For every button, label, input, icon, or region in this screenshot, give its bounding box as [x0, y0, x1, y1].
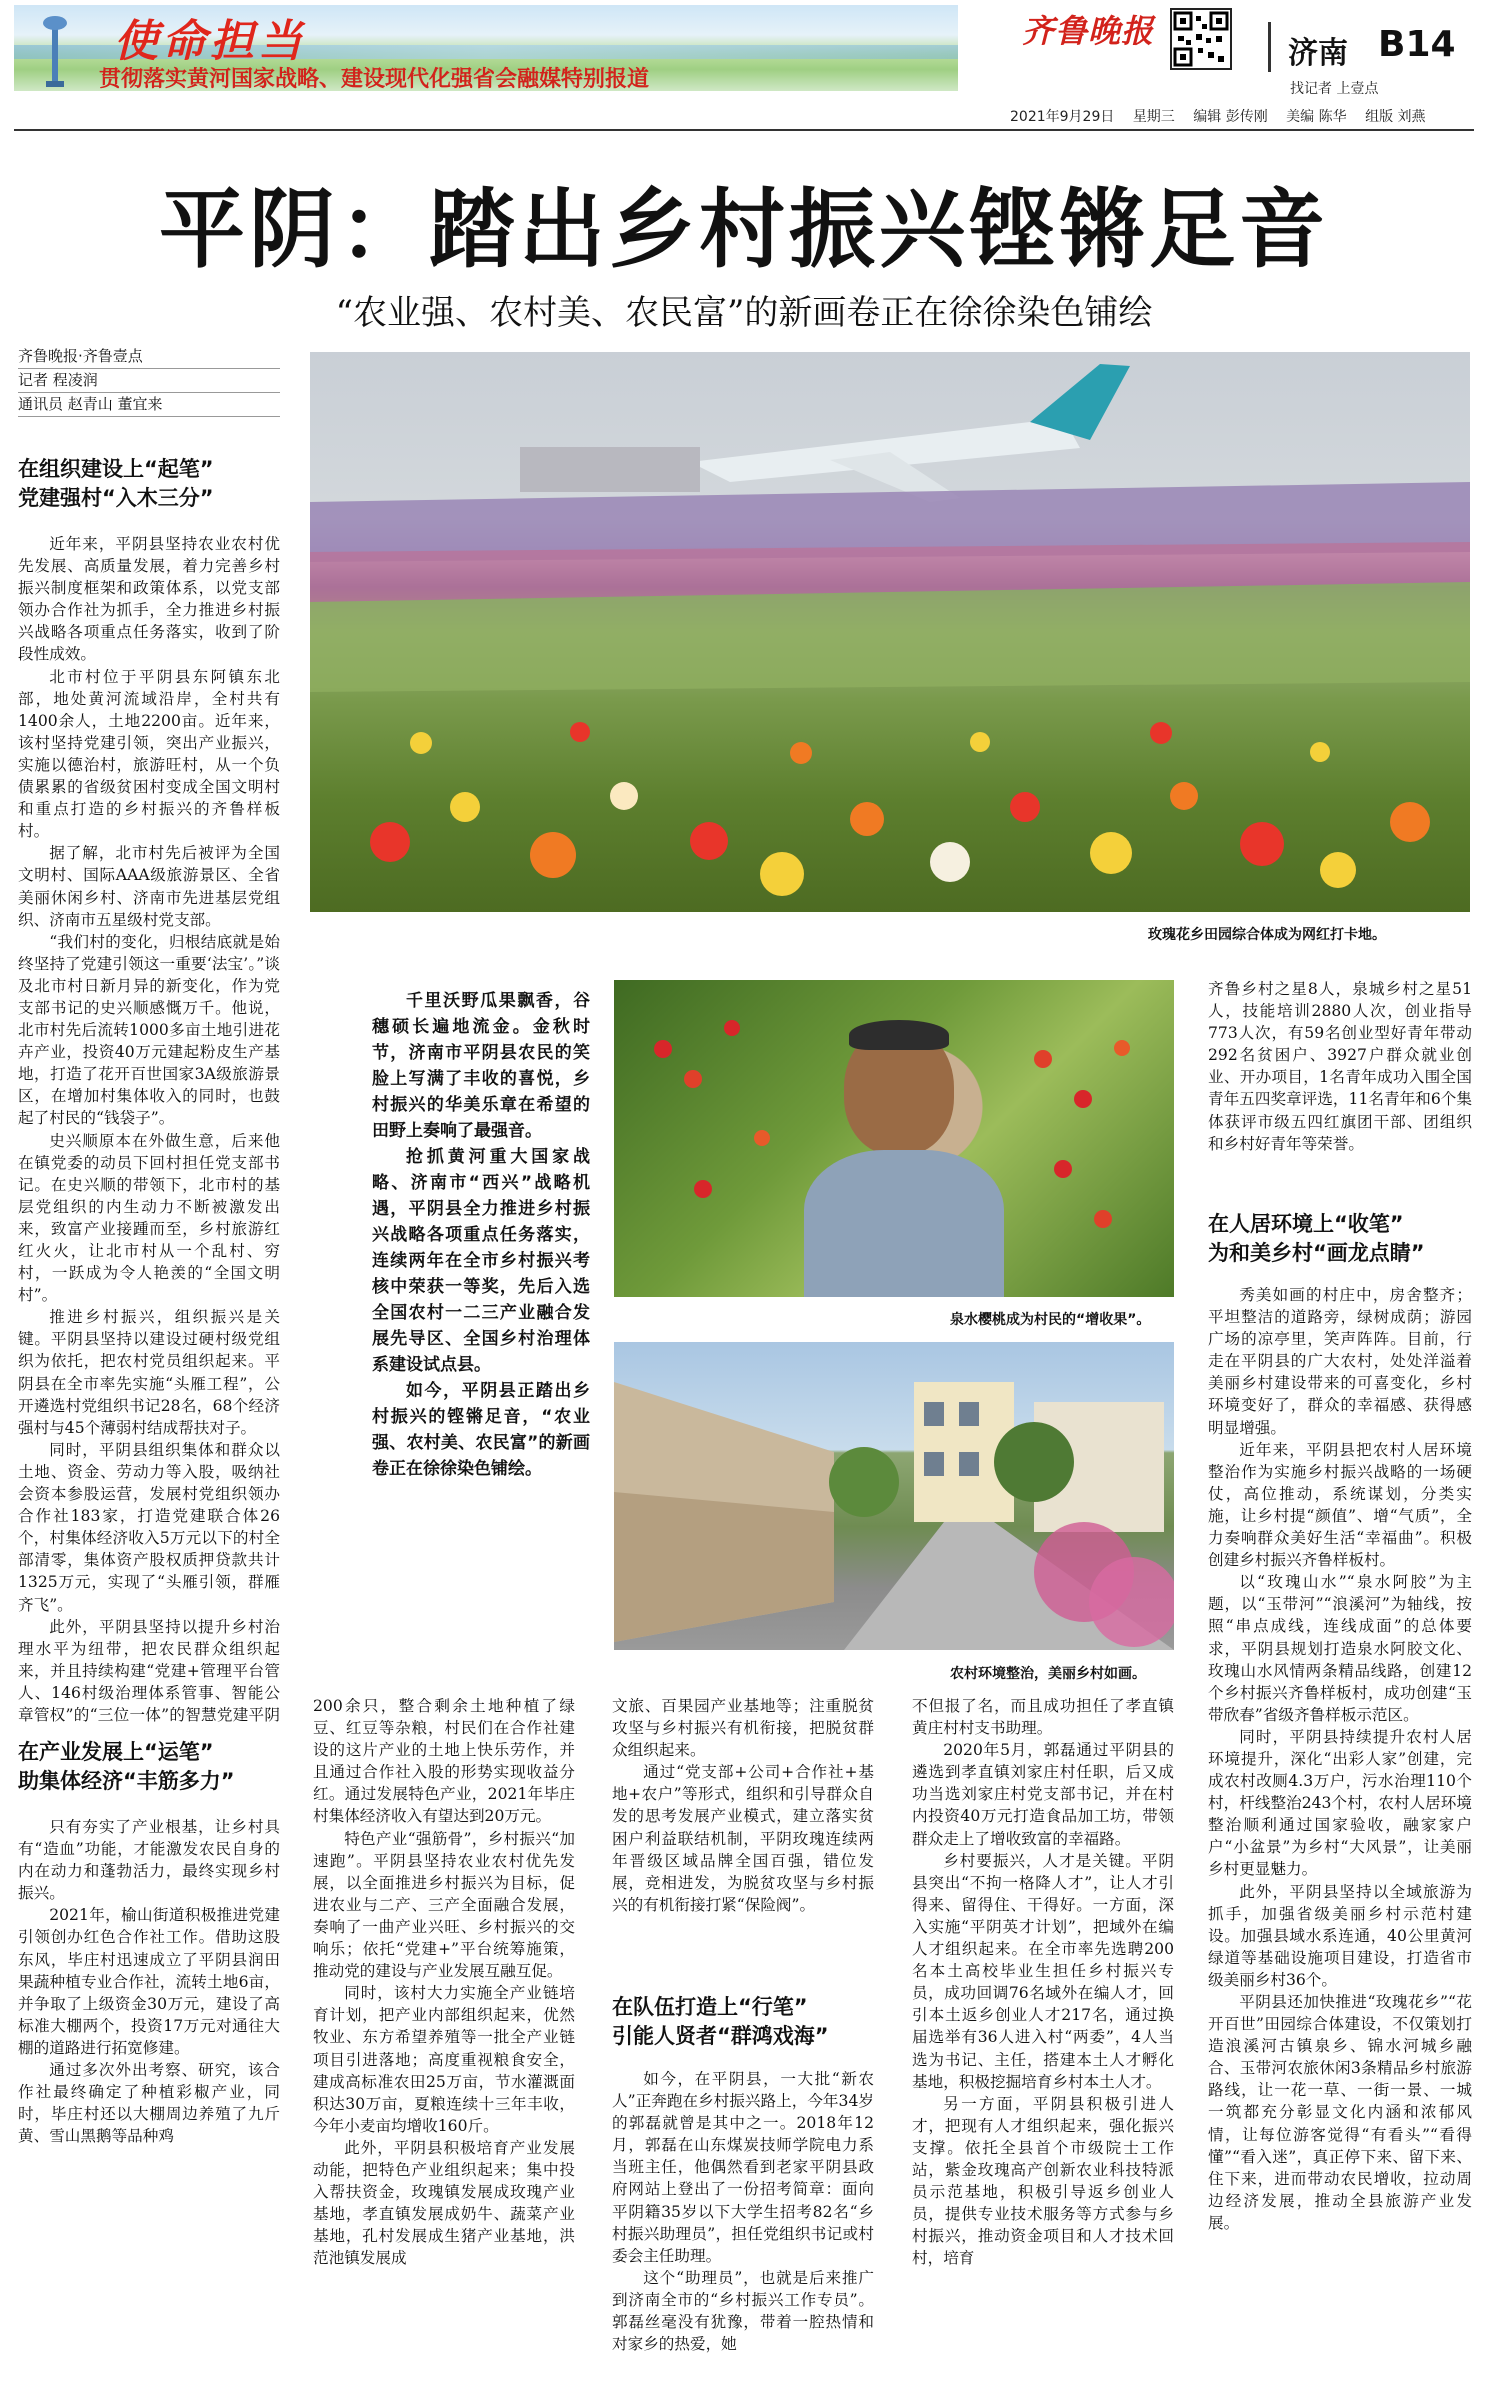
paragraph: 通过“党支部+公司+合作社+基地+农户”等形式，组织和引导群众自发的思考发展产业模式，建立落实贫困户利益联结机制，平阴玫瑰连续两年晋级区域品牌全国百强，错位发展，竞相进发，为脱贫攻坚与乡村振兴的有机衔接打紧“保险阀”。	[612, 1763, 874, 1914]
main-photo-caption: 玫瑰花乡田园综合体成为网红打卡地。	[1148, 927, 1386, 943]
paragraph: 另一方面，平阴县积极引进人才，把现有人才组织起来，强化振兴支撑。依托全县首个市级院士工作站，紫金玫瑰高产创新农业科技特派员示范基地，积极引导返乡创业人员，提供专业技术服务等方式参与乡村振兴，推动资金项目和人才技术回村，培育	[912, 2094, 1174, 2268]
paragraph: 不但报了名，而且成功担任了孝直镇黄庄村村支书助理。	[912, 1697, 1174, 1738]
section-name: 济南	[1288, 36, 1348, 71]
lead-paragraph: 千里沃野瓜果飘香，谷穗硕长遍地流金。金秋时节，济南市平阴县农民的笑脸上写满了丰收的喜悦，乡村振兴的华美乐章在希望的田野上奏响了最强音。	[372, 991, 590, 1141]
paragraph: 2021年，榆山街道积极推进党建引领创办红色合作社工作。借助这股东风，毕庄村迅速成立了平阴县润田果蔬种植专业合作社，流转土地6亩，并争取了上级资金30万元，建设了高标准大棚两个，投资17万元对通往大棚的道路进行拓宽修建。	[18, 1906, 280, 2057]
paragraph: 此外，平阴县坚持以提升乡村治理水平为纽带，把农民群众组织起来，并且持续构建“党建+管理平台管人、146村级治理体系管事、智能公章管权”的“三位一体”的智慧党建平阴	[18, 1617, 280, 1723]
page-number: B14	[1378, 24, 1456, 65]
banner-title: 使命担当	[114, 16, 306, 67]
tower-icon	[32, 11, 78, 89]
section1-title-line1: 在组织建设上“起笔”	[18, 457, 214, 481]
lead-paragraph: 抢抓黄河重大国家战略、济南市“西兴”战略机遇，平阴县全力推进乡村振兴战略各项重点任务落实，连续两年在全市乡村振兴考核中荣获一等奖，先后入选全国农村一二三产业融合发展先导区、全国乡村治理体系建设试点县。	[372, 1147, 590, 1375]
weekday: 星期三	[1132, 109, 1175, 125]
qr-code-icon	[1170, 8, 1232, 70]
header-divider	[1268, 22, 1271, 72]
paragraph: 只有夯实了产业根基，让乡村具有“造血”功能，才能激发农民自身的内在动力和蓬勃活力，最终实现乡村振兴。	[18, 1818, 280, 1903]
banner-subtitle: 贯彻落实黄河国家战略、建设现代化强省会融媒特别报道	[99, 67, 650, 91]
paragraph: 此外，平阴县积极培育产业发展动能，把特色产业组织起来；集中投入帮扶资金，玫瑰镇发展成玫瑰产业基地，孝直镇发展成奶牛、蔬菜产业基地，孔村发展成生猪产业基地，洪范池镇发展成	[313, 2138, 575, 2268]
paragraph: 2020年5月，郭磊通过平阴县的遴选到孝直镇刘家庄村任职，后又成功当选刘家庄村党支部书记，并在村内投资40万元打造食品加工坊，带领群众走上了增收致富的幸福路。	[912, 1741, 1174, 1848]
cherry-farmer-photo	[614, 980, 1174, 1297]
paragraph: 秀美如画的村庄中，房舍整齐；平坦整洁的道路旁，绿树成荫；游园广场的凉亭里，笑声阵阵。目前，行走在平阴县的广大农村，处处洋溢着美丽乡村建设带来的可喜变化，乡村环境变好了，群众的幸福感、获得感明显增强。	[1208, 1286, 1472, 1437]
section4-title-line2: 为和美乡村“画龙点睛”	[1208, 1241, 1425, 1265]
column-3b-body	[612, 2068, 874, 2388]
airplane-icon	[310, 352, 1470, 912]
paragraph: 据了解，北市村先后被评为全国文明村、国际AAA级旅游景区、全省美丽休闲乡村、济南市先进基层党组织、济南市五星级村党支部。	[18, 844, 280, 929]
paragraph: 通过多次外出考察、研究，该合作社最终确定了种植彩椒产业，同时，毕庄村还以大棚周边养殖了九斤黄、雪山黑鹅等品种鸡	[18, 2061, 280, 2146]
lead-text	[372, 988, 590, 1518]
section3-title-line2: 引能人贤者“群鸿戏海”	[612, 2024, 829, 2048]
banner	[14, 5, 958, 91]
village-street-photo	[614, 1342, 1174, 1650]
section2-title-line1: 在产业发展上“运笔”	[18, 1740, 214, 1764]
main-photo-flower-field	[310, 352, 1470, 912]
cherry-photo-caption: 泉水樱桃成为村民的“增收果”。	[950, 1312, 1151, 1328]
section1-title-line2: 党建强村“入木三分”	[18, 486, 214, 510]
paragraph: 文旅、百果园产业基地等；注重脱贫攻坚与乡村振兴有机衔接，把脱贫群众组织起来。	[612, 1697, 874, 1760]
paragraph: 北市村位于平阴县东阿镇东北部，地处黄河流域沿岸，全村共有1400余人，土地2200亩。近年来，该村坚持党建引领，突出产业振兴，实施以德治村，旅游旺村，从一个负债累累的省级贫困村变成全国文明村和重点打造的乡村振兴的齐鲁样板村。	[18, 667, 280, 841]
paragraph: 以“玫瑰山水”“泉水阿胶”为主题，以“玉带河”“浪溪河”为轴线，按照“串点成线，连线成面”的总体要求，平阴县规划打造泉水阿胶文化、玫瑰山水风情两条精品线路，创建12个乡村振兴齐鲁样板村，成功创建“玉带欣春”省级齐鲁样板示范区。	[1208, 1573, 1472, 1724]
paragraph: 乡村要振兴，人才是关键。平阴县突出“不拘一格降人才”，让人才引得来、留得住、干得好。一方面，深入实施“平阴英才计划”，把域外在编人才组织起来。在全市率先选聘200名本土高校毕业生担任乡村振兴专员，成功回调76名域外在编人才，回引本土返乡创业人才217名，通过换届选举有36人进入村“两委”，4人当选为书记、主任，搭建本土人才孵化基地，积极挖掘培育乡村本土人才。	[912, 1851, 1174, 2091]
headline: 平阴：踏出乡村振兴铿锵足音	[159, 180, 1329, 280]
paragraph: 这个“助理员”，也就是后来推广到济南全市的“乡村振兴工作专员”。郭磊丝毫没有犹豫，带着一腔热情和对家乡的热爱，她	[612, 2268, 874, 2354]
paragraph: 特色产业“强筋骨”，乡村振兴“加速跑”。平阴县坚持农业农村优先发展，以全面推进乡村振兴为目标，促进农业与二产、三产全面融合发展，奏响了一曲产业兴旺、乡村振兴的交响乐；依托“党建+”平台统筹施策，推动党的建设与产业发展互融互促。	[313, 1829, 575, 1981]
paragraph: 齐鲁乡村之星8人，泉城乡村之星51人，技能培训2880人次，创业指导773人次，有59名创业型好青年带动292名贫困户、3927户群众就业创业、开办项目，1名青年成功入围全国青年五四奖章评选，11名青年和6个集体获评市级五四红旗团干部、团组织和乡村好青年等荣誉。	[1208, 980, 1472, 1153]
village-houses-icon	[614, 1342, 1174, 1650]
paragraph: 同时，平阴县组织集体和群众以土地、资金、劳动力等入股，吸纳社会资本参股运营，发展村党组织领办合作社183家，打造党建联合体26个，村集体经济收入5万元以下的村全部清零，集体资产股权质押贷款共计1325万元，实现了“头雁引领，群雁齐飞”。	[18, 1440, 280, 1614]
column-5-body	[1208, 978, 1472, 1204]
lead-paragraph: 如今，平阴县正踏出乡村振兴的铿锵足音，“农业强、农村美、农民富”的新画卷正在徐徐染色铺绘。	[372, 1381, 590, 1479]
date: 2021年9月29日	[1010, 109, 1115, 125]
subheadline: “农业强、农村美、农民富”的新画卷正在徐徐染色铺绘	[335, 293, 1153, 333]
paragraph: 近年来，平阴县坚持农业农村优先发展、高质量发展，着力完善乡村振兴制度框架和政策体系，以党支部领办合作社为抓手，全力推进乡村振兴战略各项重点任务落实，收到了阶段性成效。	[18, 535, 280, 664]
header-rule	[14, 129, 1474, 131]
paragraph: 同时，该村大力实施全产业链培育计划，把产业内部组织起来，优然牧业、东方希望养殖等一批全产业链项目引进落地；高度重视粮食安全，建成高标准农田25万亩，节水灌溉面积达30万亩，夏粮连续十三年丰收，今年小麦亩均增收160斤。	[313, 1984, 575, 2135]
section2-title-line2: 助集体经济“丰筋多力”	[18, 1769, 235, 1793]
column-2-body	[313, 1695, 575, 2388]
contact-line: 找记者 上壹点	[1290, 81, 1379, 97]
paragraph: 同时，平阴县持续提升农村人居环境提升，深化“出彩人家”创建，完成农村改厕4.3万户，污水治理110个村，杆线整治243个村，农村人居环境整治顺利通过国家验收，融家家户户“小盆景”为乡村“大风景”，让美丽乡村更显魅力。	[1208, 1727, 1472, 1879]
paragraph: 如今，在平阴县，一大批“新农人”正奔跑在乡村振兴路上，今年34岁的郭磊就曾是其中之一。2018年12月，郭磊在山东煤炭技师学院电力系当班主任，他偶然看到老家平阴县政府网站上登出了一份招考简章：面向平阴籍35岁以下大学生招考82名“乡村振兴助理员”，担任党组织书记或村委会主任助理。	[612, 2070, 874, 2265]
section4-heading	[1208, 1210, 1472, 1268]
section3-title-line1: 在队伍打造上“行笔”	[612, 1995, 808, 2019]
paragraph: 近年来，平阴县把农村人居环境整治作为实施乡村振兴战略的一场硬仗，高位推动，系统谋划，分类实施，让乡村提“颜值”、增“气质”，全力奏响群众美好生活“幸福曲”。积极创建乡村振兴齐鲁样板村。	[1208, 1440, 1472, 1570]
column-3-body	[612, 1695, 874, 1985]
section2-heading	[18, 1738, 280, 1796]
newspaper-logo: 齐鲁晚报	[1022, 12, 1155, 50]
column-1-body	[18, 533, 280, 1723]
editor: 编辑 彭传刚	[1193, 109, 1268, 125]
proofreader: 组版 刘燕	[1365, 109, 1426, 125]
paragraph: 200余只，整合剩余土地种植了绿豆、红豆等杂粮，村民们在合作社建设的这片产业的土地上快乐劳作，并且通过合作社入股的形势实现收益分红。通过发展特色产业，2021年毕庄村集体经济收入有望达到20万元。	[313, 1697, 575, 1826]
byline	[18, 345, 280, 417]
column-4-body	[912, 1695, 1174, 2388]
column-5b-body	[1208, 1284, 1472, 2388]
section1-heading	[18, 455, 280, 513]
column-1b-body	[18, 1816, 280, 2388]
paragraph: 推进乡村振兴，组织振兴是关键。平阴县坚持以建设过硬村级党组织为依托，把农村党员组织起来。平阴县在全市率先实施“头雁工程”，公开遴选村党组织书记28名，68个经济强村与45个薄弱村结成帮扶对子。	[18, 1308, 280, 1437]
dateline	[1010, 106, 1440, 126]
paragraph: “我们村的变化，归根结底就是始终坚持了党建引领这一重要‘法宝’。”谈及北市村日新月异的新变化，作为党支部书记的史兴顺感慨万千。他说，北市村先后流转1000多亩土地引进花卉产业，投资40万元建起粉皮生产基地，打造了花开百世国家3A级旅游景区，在增加村集体收入的同时，也鼓起了村民的“钱袋子”。	[18, 932, 280, 1128]
byline-reporter: 记者 程凌润	[18, 369, 280, 393]
paragraph: 此外，平阴县坚持以全域旅游为抓手，加强省级美丽乡村示范村建设。加强县域水系连通，40公里黄河绿道等基础设施项目建设，打造省市级美丽乡村36个。	[1208, 1882, 1472, 1989]
byline-correspondents: 通讯员 赵青山 董宜来	[18, 393, 280, 417]
village-photo-caption: 农村环境整治，美丽乡村如画。	[950, 1666, 1146, 1682]
section3-heading	[612, 1993, 874, 2051]
paragraph: 史兴顺原本在外做生意，后来他在镇党委的动员下回村担任党支部书记。在史兴顺的带领下，北市村的基层党组织的内生动力不断被激发出来，致富产业接踵而至，乡村旅游红红火火，让北市村从一个乱村、穷村，一跃成为令人艳羡的“全国文明村”。	[18, 1131, 280, 1305]
byline-source: 齐鲁晚报·齐鲁壹点	[18, 345, 280, 369]
section4-title-line1: 在人居环境上“收笔”	[1208, 1212, 1404, 1236]
art-editor: 美编 陈华	[1286, 109, 1347, 125]
paragraph: 平阴县还加快推进“玫瑰花乡”“花开百世”田园综合体建设，不仅策划打造浪溪河古镇泉乡、锦水河城乡融合、玉带河农旅休闲3条精品乡村旅游路线，让一花一草、一街一景、一城一筑都充分彰显文化内涵和浓郁风情，让每位游客觉得“有看头”“看得懂”“看入迷”，真正停下来、留下来、住下来，进而带动农民增收，拉动周边经济发展，推动全县旅游产业发展。	[1208, 1993, 1472, 2232]
